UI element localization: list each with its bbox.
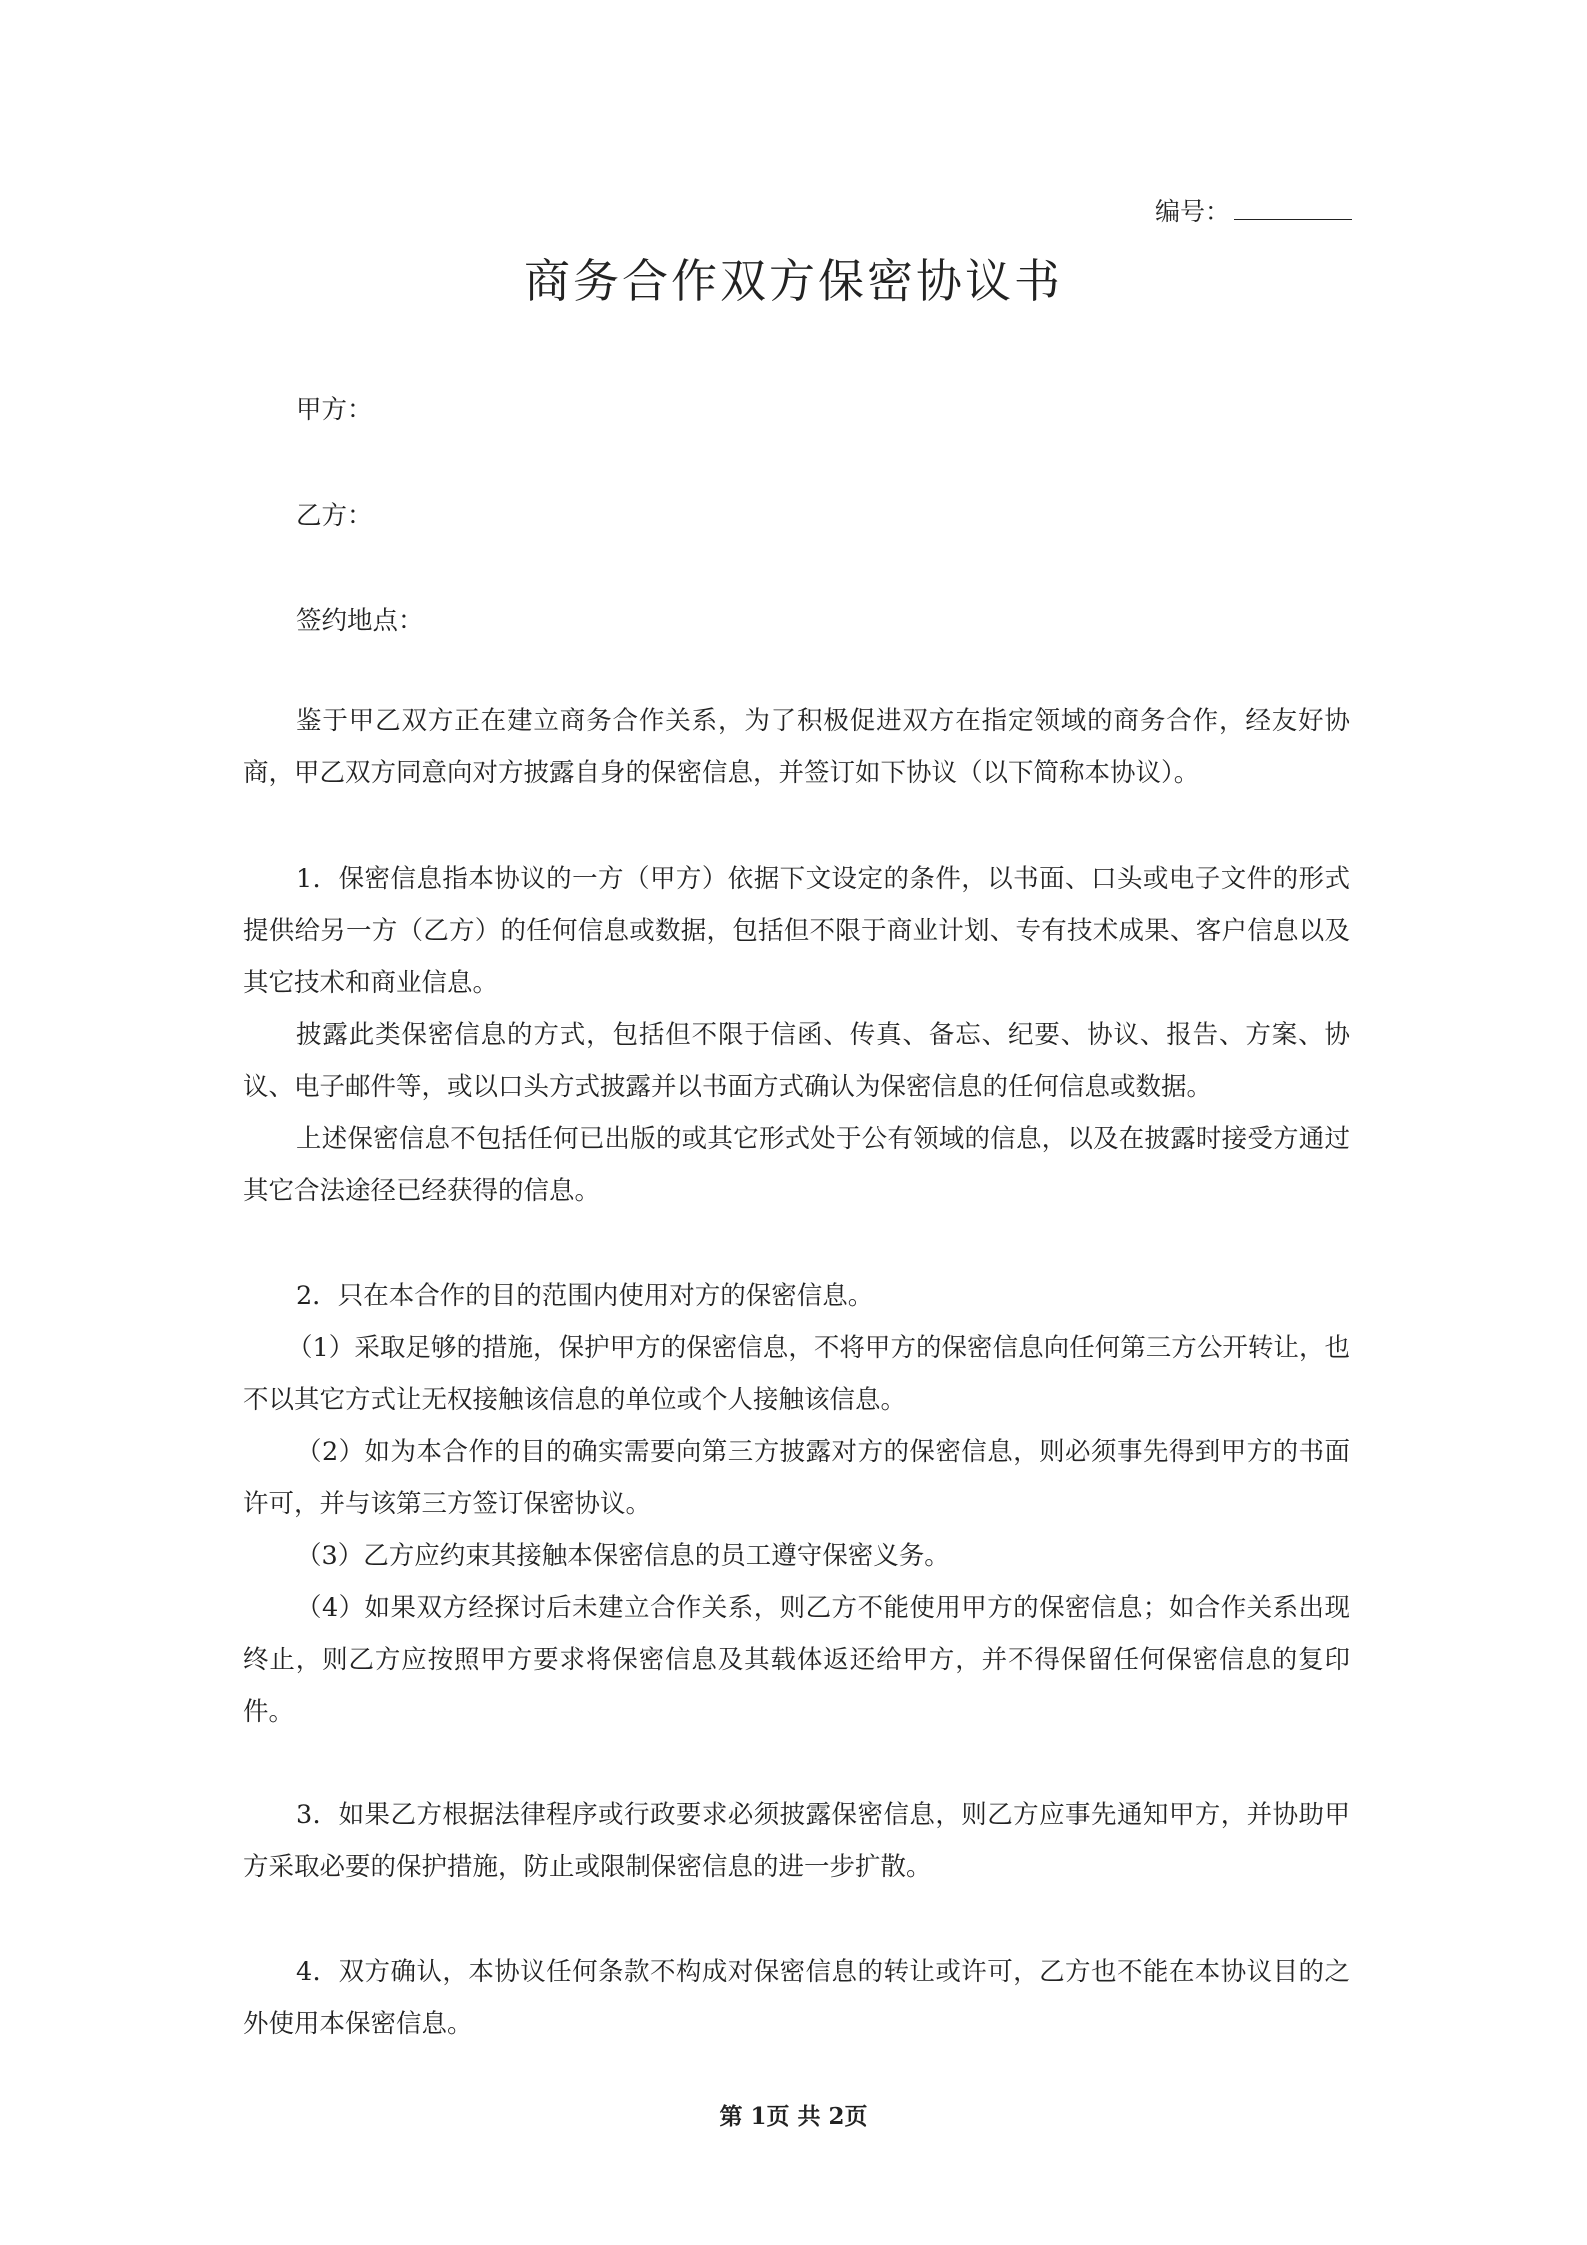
clause-3	[243, 1789, 1350, 1893]
party-b-label: 乙方：	[296, 501, 373, 531]
clause-1-paragraph-1: 1．保密信息指本协议的一方（甲方）依据下文设定的条件，以书面、口头或电子文件的形式提供给另一方（乙方）的任何信息或数据，包括但不限于商业计划、专有技术成果、客户信息以及其它技术和商业信息。	[243, 864, 1350, 998]
clause-2-paragraph-1: 2．只在本合作的目的范围内使用对方的保密信息。	[296, 1281, 874, 1311]
clause-1-paragraph-2: 披露此类保密信息的方式，包括但不限于信函、传真、备忘、纪要、协议、报告、方案、协议、电子邮件等，或以口头方式披露并以书面方式确认为保密信息的任何信息或数据。	[243, 1020, 1350, 1102]
clause-4	[243, 1946, 1350, 2050]
clause-2-item-4: （4）如果双方经探讨后未建立合作关系，则乙方不能使用甲方的保密信息；如合作关系出现终止，则乙方应按照甲方要求将保密信息及其载体返还给甲方，并不得保留任何保密信息的复印件。	[243, 1593, 1350, 1727]
preamble-text: 鉴于甲乙双方正在建立商务合作关系，为了积极促进双方在指定领域的商务合作，经友好协商，甲乙双方同意向对方披露自身的保密信息，并签订如下协议（以下简称本协议）。	[243, 706, 1350, 788]
serial-blank-line	[1234, 195, 1352, 220]
preamble	[243, 695, 1350, 799]
clause-2	[243, 1270, 1350, 1738]
document-title: 商务合作双方保密协议书	[524, 254, 1063, 308]
clause-1	[243, 853, 1350, 1217]
clause-2-item-3: （3）乙方应约束其接触本保密信息的员工遵守保密义务。	[296, 1541, 950, 1571]
page-footer: 第 1页 共 2页	[719, 2103, 868, 2130]
clause-1-paragraph-3: 上述保密信息不包括任何已出版的或其它形式处于公有领域的信息，以及在披露时接受方通过其它合法途径已经获得的信息。	[243, 1124, 1350, 1206]
serial-label: 编号：	[1154, 197, 1230, 226]
party-a-label: 甲方：	[296, 395, 373, 425]
clause-4-text: 4．双方确认，本协议任何条款不构成对保密信息的转让或许可，乙方也不能在本协议目的之外使用本保密信息。	[243, 1957, 1350, 2039]
serial-number	[1155, 192, 1352, 228]
signing-location-label: 签约地点：	[296, 606, 424, 636]
clause-3-text: 3．如果乙方根据法律程序或行政要求必须披露保密信息，则乙方应事先通知甲方，并协助甲方采取必要的保护措施，防止或限制保密信息的进一步扩散。	[243, 1800, 1350, 1882]
clause-2-item-2: （2）如为本合作的目的确实需要向第三方披露对方的保密信息，则必须事先得到甲方的书面许可，并与该第三方签订保密协议。	[243, 1437, 1350, 1519]
clause-2-item-1: （1）采取足够的措施，保护甲方的保密信息，不将甲方的保密信息向任何第三方公开转让，也不以其它方式让无权接触该信息的单位或个人接触该信息。	[243, 1333, 1350, 1415]
